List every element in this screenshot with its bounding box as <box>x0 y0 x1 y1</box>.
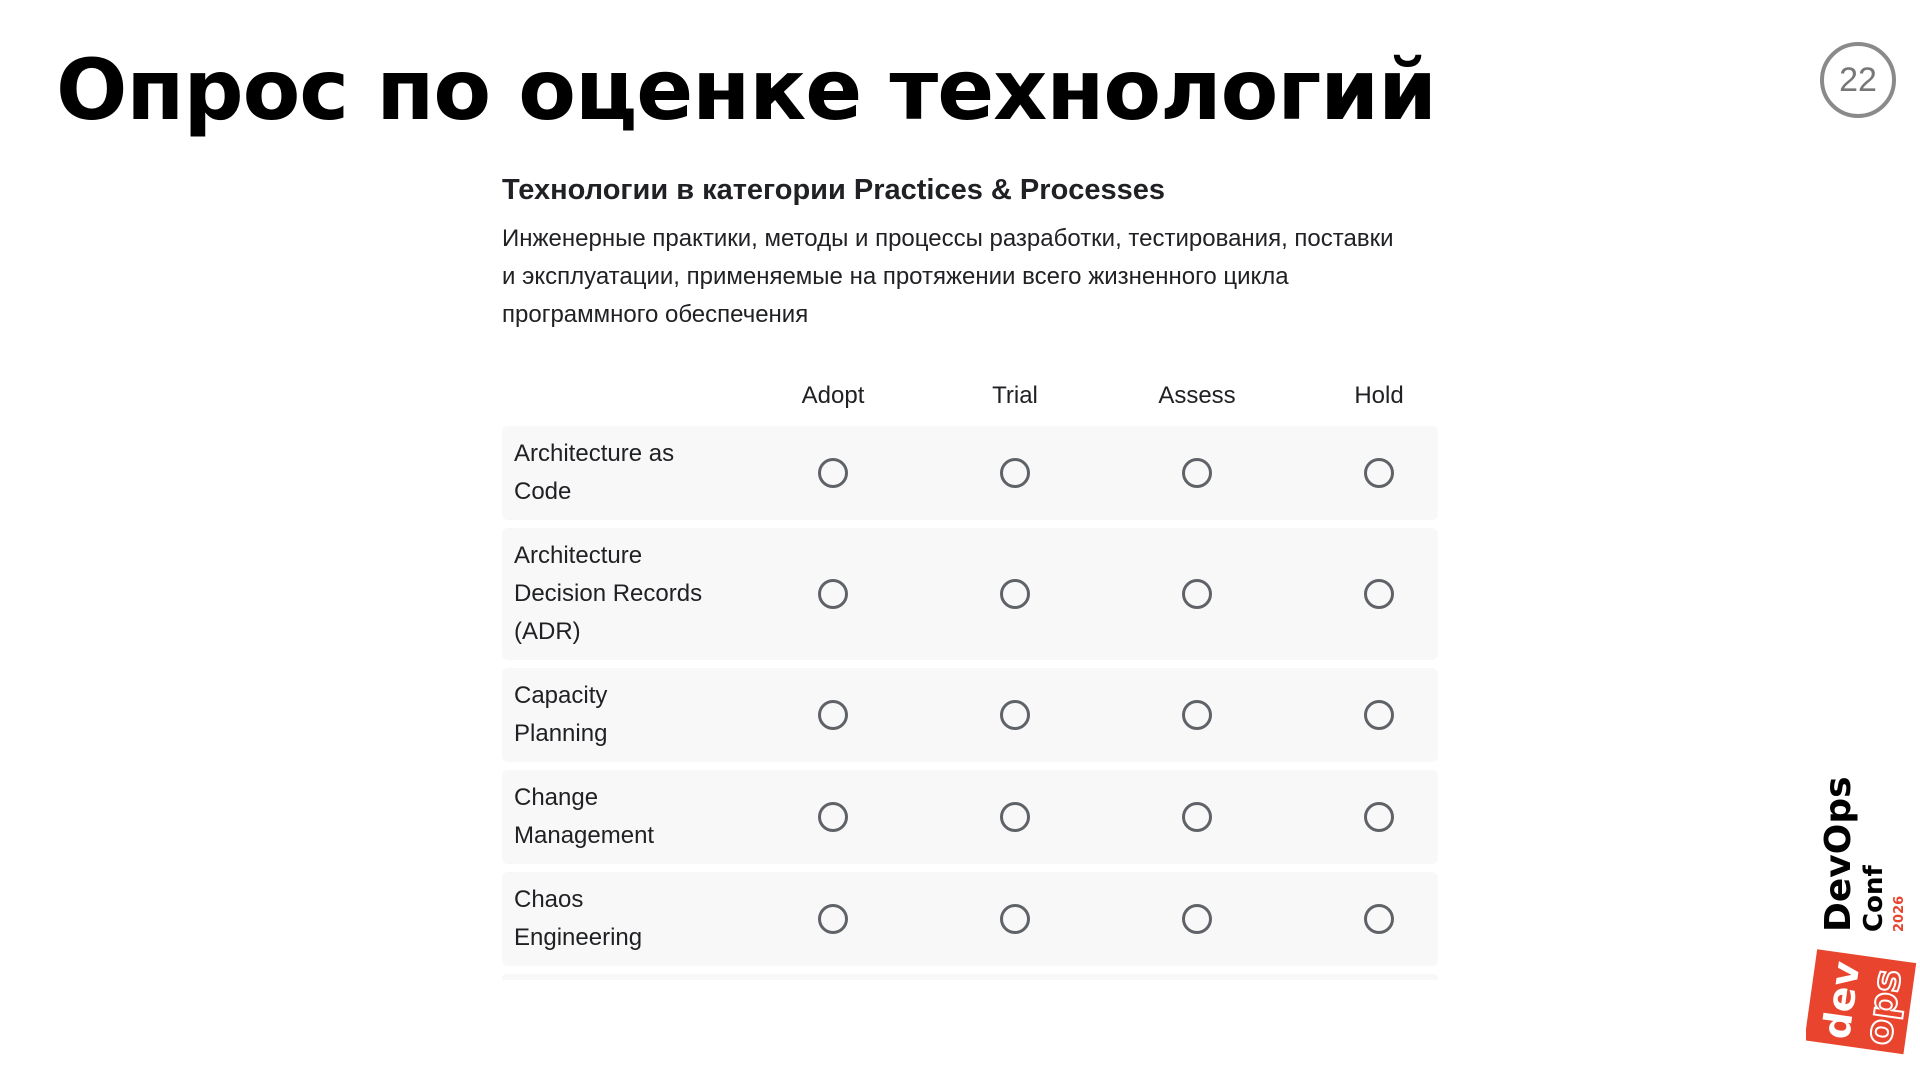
grid-row-change-management <box>502 770 1438 864</box>
radio-adopt[interactable] <box>818 904 848 934</box>
next-row-edge <box>502 974 1438 980</box>
grid-row-adr <box>502 528 1438 660</box>
radio-trial[interactable] <box>1000 802 1030 832</box>
svg-text:ops: ops <box>1855 966 1910 1048</box>
radio-hold[interactable] <box>1364 904 1394 934</box>
column-header-trial: Trial <box>992 382 1038 409</box>
svg-text:Conf: Conf <box>1859 865 1889 932</box>
radio-assess[interactable] <box>1182 579 1212 609</box>
grid-row-capacity-planning <box>502 668 1438 762</box>
page-number: 22 <box>1820 42 1896 118</box>
row-label: Chaos Engineering <box>514 886 643 951</box>
section-description: Инженерные практики, методы и процессы разработки, тестирования, поставки и эксплуатации, применяемые на протяжении всего жизненного цикла программного обеспечения <box>502 225 1394 328</box>
section-title: Технологии в категории Practices & Processes <box>502 174 1166 206</box>
row-label: Capacity Planning <box>514 682 608 747</box>
row-label: Architecture as Code <box>514 440 675 505</box>
radio-hold[interactable] <box>1364 579 1394 609</box>
column-header-adopt: Adopt <box>801 382 865 409</box>
radio-hold[interactable] <box>1364 700 1394 730</box>
radio-adopt[interactable] <box>818 802 848 832</box>
devopsconf-logo <box>1806 764 1918 1064</box>
row-label: Change Management <box>514 784 655 849</box>
svg-text:2026: 2026 <box>1892 895 1907 932</box>
grid-row-chaos-engineering <box>502 872 1438 966</box>
radio-trial[interactable] <box>1000 579 1030 609</box>
radio-trial[interactable] <box>1000 904 1030 934</box>
radio-assess[interactable] <box>1182 904 1212 934</box>
dev-ops-badge <box>1806 949 1916 1054</box>
radio-hold[interactable] <box>1364 802 1394 832</box>
devopsconf-wordmark <box>1818 776 1907 932</box>
radio-assess[interactable] <box>1182 802 1212 832</box>
column-header-hold: Hold <box>1354 382 1404 409</box>
svg-text:dev: dev <box>1814 958 1869 1042</box>
radio-assess[interactable] <box>1182 700 1212 730</box>
radio-adopt[interactable] <box>818 579 848 609</box>
radio-assess[interactable] <box>1182 458 1212 488</box>
svg-text:DevOps: DevOps <box>1818 776 1859 932</box>
radio-adopt[interactable] <box>818 700 848 730</box>
row-label: Architecture Decision Records (ADR) <box>514 542 703 645</box>
survey-form <box>502 168 1438 980</box>
radio-hold[interactable] <box>1364 458 1394 488</box>
grid-header <box>502 374 1438 418</box>
radio-trial[interactable] <box>1000 458 1030 488</box>
radio-adopt[interactable] <box>818 458 848 488</box>
slide-title: Опрос по оценке технологий <box>56 41 1436 139</box>
column-header-assess: Assess <box>1158 382 1236 409</box>
radio-trial[interactable] <box>1000 700 1030 730</box>
grid-row-architecture-as-code <box>502 426 1438 520</box>
